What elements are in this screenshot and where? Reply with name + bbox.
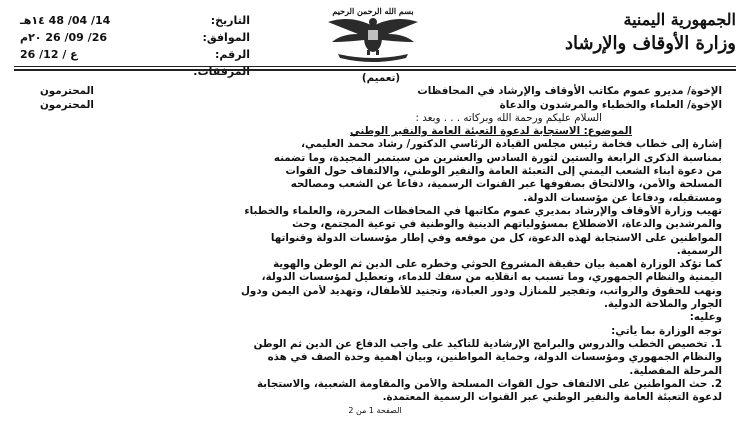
directive-item-2 xyxy=(40,378,722,405)
directs-intro: توجه الوزارة بما يأتي: xyxy=(611,324,722,337)
paragraph-1 xyxy=(40,138,722,204)
paragraph-1-line: بمناسبة الذكرى الرابعة والستين لثورة السادس والعشرين من سبتمبر المجيدة، وما تضمنه xyxy=(273,151,722,164)
paragraph-1-line: ومستقبله، ودفاعاً عن مؤسسات الدولة. xyxy=(523,191,722,204)
equiv-date-value: 26/ 09/ 26 ٢٠م xyxy=(20,31,107,44)
doc-heading: (تعميم) xyxy=(361,72,401,84)
header-divider-thick xyxy=(14,69,736,71)
date-value: 14/ 04/ 48 ١٤هـ xyxy=(20,14,111,27)
subject: الموضوع: الاستجابة لدعوة التعبئة العامة والنفير الوطني xyxy=(349,125,632,138)
addressee-1-title: المحترمون xyxy=(40,85,94,98)
paragraph-2-line: والمرشدين والدعاة، الاضطلاع بمسؤولياتهم الدينية والوطنية في توعية المجتمع، وحث xyxy=(292,218,722,231)
paragraph-3-line: اليمنية والنظام الجمهوري، وما تسبب به انقلابه من سفك للدماء، وتعطيل لمؤسسات الدولة، xyxy=(261,271,722,284)
page-number: الصفحة 1 من 2 xyxy=(348,406,402,415)
paragraph-2 xyxy=(40,205,722,258)
addressee-2 xyxy=(40,99,722,112)
number-label: الرقم: xyxy=(215,48,250,61)
directive-item-2-line: 2. حث المواطنين على الالتفاف حول القوات المسلحة والأمن والمقاومة الشعبية، والاستجابة xyxy=(256,377,722,390)
date-label: التاريخ: xyxy=(210,14,250,27)
paragraph-3-line: الجوار والملاحة الدولية. xyxy=(603,298,722,311)
paragraph-3-line: ونهب للحقوق والرواتب، وتفجير للمنازل ودور العبادة، وتجنيد للأطفال، وتهديد لأمن اليمن ودول xyxy=(240,284,722,297)
directive-item-1-line: 1. تخصيص الخطب والدروس والبرامج الإرشادية للتأكيد على واجب الدفاع عن الدين ثم الوطن xyxy=(253,337,722,350)
directive-item-1 xyxy=(40,338,722,378)
directive-item-1-line: والنظام الجمهوري ومؤسسات الدولة، وحماية المواطنين، وبيان أهمية وحدة الصف في هذه xyxy=(267,351,722,364)
date-row xyxy=(20,12,250,29)
paragraph-2-line: الرسمية. xyxy=(676,244,722,257)
paragraph-1-line: المسلحة والأمن، والالتحاق بصفوفها عبر القنوات الرسمية، دفاعاً عن الشعب ومصالحه xyxy=(290,178,722,191)
equiv-date-label: الموافق: xyxy=(202,31,250,44)
number-value: ع / 12/ 26 xyxy=(20,48,78,61)
paragraph-1-line: إشارة إلى خطاب فخامة رئيس مجلس القيادة الرئاسي الدكتور/ رشاد محمد العليمي، xyxy=(301,138,722,151)
republic-name: الجمهورية اليمنية xyxy=(623,10,736,29)
header-divider-thin xyxy=(14,66,736,67)
addressee-1-text: الإخوة/ مديرو عموم مكاتب الأوقاف والإرشاد في المحافظات xyxy=(417,85,722,98)
directive-item-2-line: لدعوة التعبئة العامة والنفير الوطني عبر القنوات الرسمية المعتمدة. xyxy=(382,391,722,404)
paragraph-2-line: تهيب وزارة الأوقاف والإرشاد بمديري عموم مكاتبها في المحافظات المحررة، والعلماء والخطباء xyxy=(244,204,722,217)
and-then: وعليه: xyxy=(689,311,722,324)
ministry-name: وزارة الأوقاف والإرشاد xyxy=(565,33,736,54)
number-row xyxy=(20,46,250,63)
addressee-1 xyxy=(40,85,722,98)
addressee-2-text: الإخوة/ العلماء والخطباء والمرشدون والدعاة xyxy=(499,98,722,111)
addressee-2-title: المحترمون xyxy=(40,98,94,111)
paragraph-3-line: كما تؤكد الوزارة أهمية بيان حقيقة المشروع الحوثي وخطره على الدين ثم الوطن والهوية xyxy=(273,258,722,271)
basmala: بسم الله الرحمن الرحيم xyxy=(332,6,414,16)
letterhead-right xyxy=(565,10,736,54)
paragraph-1-line: من دعوة أبناء الشعب اليمني إلى التعبئة العامة والنفير الوطني، والالتفاف حول القوات xyxy=(285,165,722,178)
yemen-eagle-emblem-icon xyxy=(298,4,448,66)
paragraph-2-line: المواطنين على الاستجابة لهذه الدعوة، كل من موقعه وفي إطار مؤسسات الدولة وقنواتها xyxy=(270,231,722,244)
directive-item-1-line: المرحلة المفصلية. xyxy=(629,364,722,377)
equiv-date-row xyxy=(20,29,250,46)
attachments-label: المرفقات: xyxy=(193,65,250,78)
paragraph-3 xyxy=(40,258,722,311)
greeting: السلام عليكم ورحمة الله وبركاته . . . وبعد : xyxy=(415,111,602,124)
document-body xyxy=(40,72,722,404)
